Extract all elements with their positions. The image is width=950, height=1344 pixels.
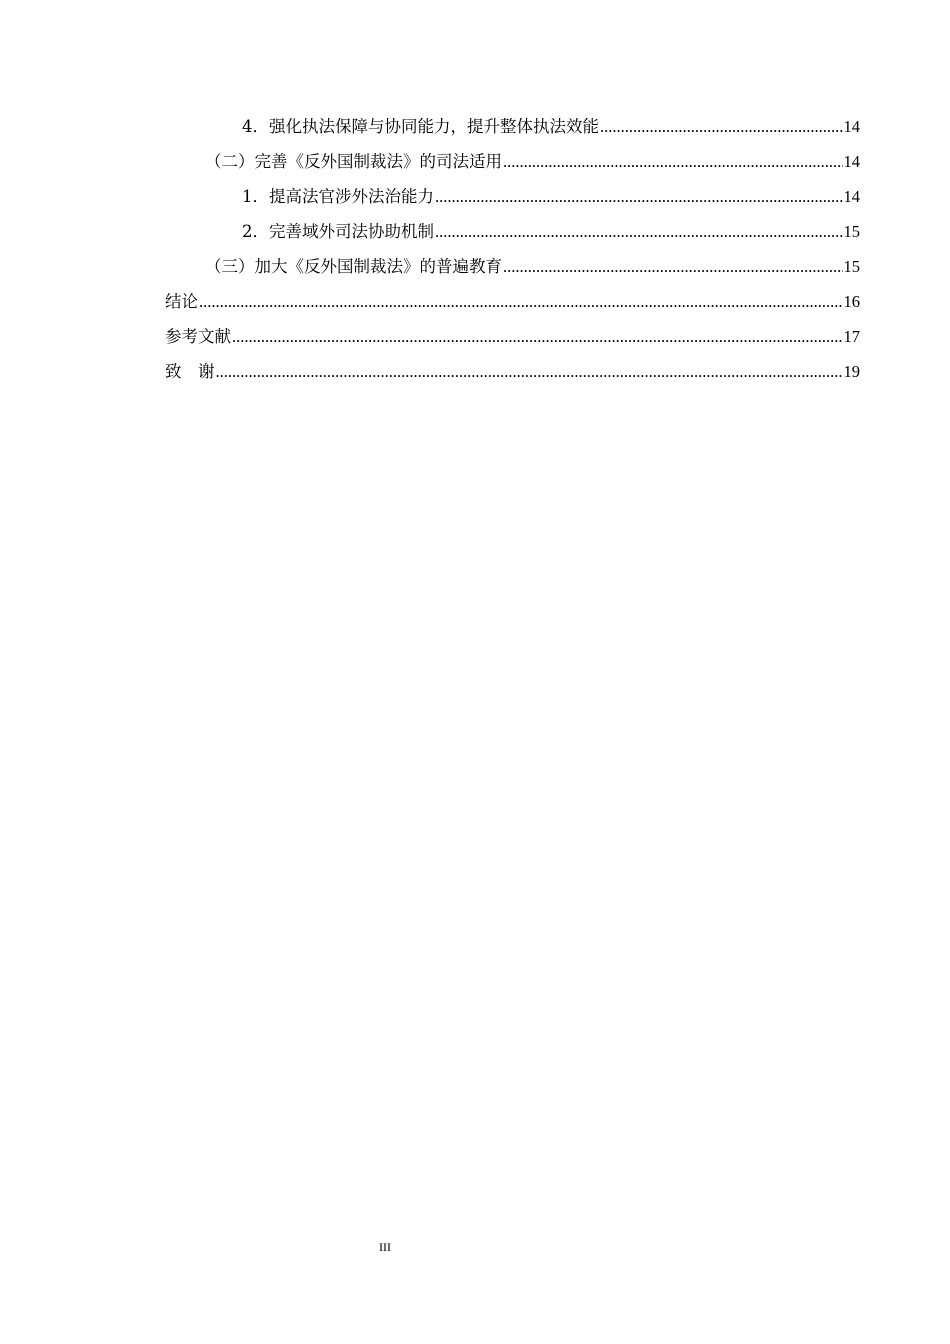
toc-entry-title: 参考文献	[165, 327, 231, 346]
toc-entry[interactable]	[165, 249, 860, 284]
toc-entry-title: 完善域外司法协助机制	[269, 222, 434, 241]
toc-entry[interactable]	[165, 319, 860, 354]
toc-entry-number: 1．	[242, 187, 269, 206]
toc-entry-title: 提高法官涉外法治能力	[269, 187, 434, 206]
toc-entry-page: 14	[843, 187, 860, 206]
toc-entry-title: 加大《反外国制裁法》的普遍教育	[254, 257, 502, 276]
toc-entry-title: 结论	[165, 292, 198, 311]
toc-dot-leader	[503, 249, 843, 284]
toc-entry-number: 2．	[242, 222, 269, 241]
toc-dot-leader	[216, 354, 843, 389]
toc-entry[interactable]	[165, 284, 860, 319]
toc-entry-page: 14	[843, 117, 860, 136]
toc-entry-page: 14	[843, 152, 860, 171]
toc-entry-page: 19	[843, 362, 860, 381]
toc-entry-title: 致 谢	[165, 362, 215, 381]
toc-entry[interactable]	[165, 179, 860, 214]
toc-entry-title: 强化执法保障与协同能力，提升整体执法效能	[269, 117, 599, 136]
toc-entry[interactable]	[165, 109, 860, 144]
toc-dot-leader	[199, 284, 843, 319]
toc-dot-leader	[503, 144, 843, 179]
toc-entry-page: 15	[843, 222, 860, 241]
toc-entry-page: 17	[843, 327, 860, 346]
toc-dot-leader	[435, 179, 843, 214]
toc-entry-title: 完善《反外国制裁法》的司法适用	[254, 152, 502, 171]
toc-entry-number: （二）	[205, 152, 255, 171]
toc-entry-page: 16	[843, 292, 860, 311]
toc-entry[interactable]	[165, 354, 860, 389]
toc-dot-leader	[600, 109, 843, 144]
toc-dot-leader	[435, 214, 843, 249]
toc-entry-page: 15	[843, 257, 860, 276]
toc-entry[interactable]	[165, 214, 860, 249]
table-of-contents	[165, 109, 860, 389]
toc-entry-number: 4．	[242, 117, 269, 136]
toc-entry-number: （三）	[205, 257, 255, 276]
toc-entry[interactable]	[165, 144, 860, 179]
page-footer-number: III	[379, 1240, 391, 1254]
toc-dot-leader	[232, 319, 843, 354]
